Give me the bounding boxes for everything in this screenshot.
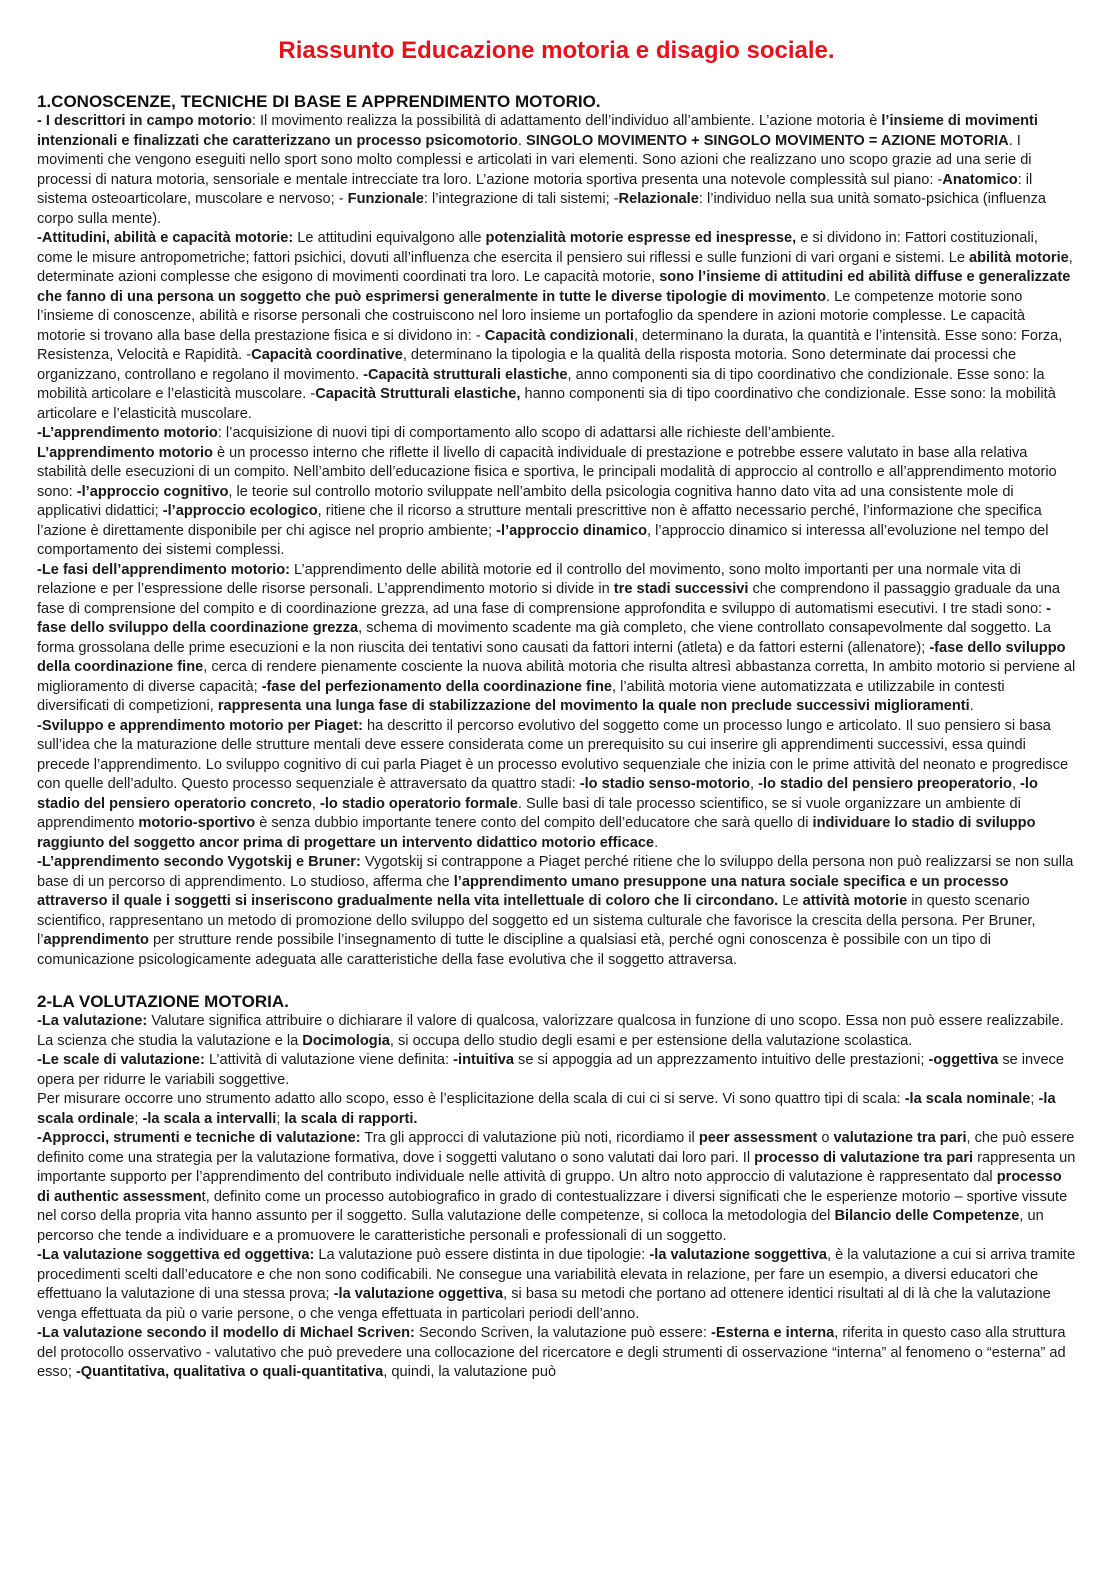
text-run: è un processo interno che riflette il livello di capacità individuale di prestazione e potrebbe essere valutato in base alla relativa stabilità delle esecuzioni di un compito. Nell’ambito dell’educazione fisica e sportiva, le principali modalità di approccio al controllo e all’apprendimento motorio sono:: [37, 444, 1057, 500]
text-run: . Le competenze motorie sono l’insieme di conoscenze, abilità e risorse personali che costruiscono nel loro insieme un portafoglio da spendere in azioni motorie complesse. Le capacità motorie si trovano alla base della prestazione fisica e si dividono in: -: [37, 288, 1026, 344]
text-run: , determinano la durata, la quantità e l’intensità. Esse sono: Forza, Resistenza, Velocità e Rapidità. -: [37, 327, 1063, 363]
text-run: è senza dubbio importante tenere conto del compito dell’educatore che sarà quello di: [255, 815, 813, 831]
text-run: Le: [778, 893, 803, 909]
text-run: ;: [276, 1110, 285, 1127]
text-run: : il sistema osteoarticolare, muscolare e nervoso; -: [37, 171, 1033, 207]
bold-text-run: attività motorie: [802, 893, 908, 909]
bold-text-run: apprendimento: [43, 932, 149, 948]
paragraph: [37, 1012, 1076, 1051]
bold-text-run: -Sviluppo e apprendimento motorio per Piaget:: [37, 717, 363, 734]
bold-text-run: -lo stadio del pensiero operatorio concreto: [37, 776, 1038, 812]
bold-text-run: Relazionale: [618, 191, 699, 207]
bold-text-run: -l’approccio cognitivo: [76, 483, 229, 500]
text-run: .: [517, 132, 526, 149]
bold-text-run: -Le scale di valutazione:: [37, 1052, 205, 1068]
paragraph: [37, 717, 1076, 854]
text-run: , che può essere definito come una strategia per la valutazione formativa, dove i soggetti valutano o sono valutati dai loro pari. Il: [37, 1130, 1075, 1166]
bold-text-run: individuare lo stadio di sviluppo raggiunto del soggetto ancor prima di progettare un intervento didattico motorio efficace: [37, 815, 1036, 851]
bold-text-run: -oggettiva: [928, 1052, 999, 1068]
bold-text-run: -lo stadio operatorio formale: [320, 795, 518, 812]
text-run: se si appoggia ad un apprezzamento intuitivo delle prestazioni;: [513, 1052, 929, 1068]
text-run: , si occupa dello studio degli esami e per estensione della valutazione scolastica.: [389, 1032, 913, 1049]
text-run: , l’abilità motoria viene automatizzata e utilizzabile in contesti diversificati di competizioni,: [37, 678, 1005, 714]
bold-text-run: -fase dello sviluppo della coordinazione fine: [37, 639, 1066, 675]
text-run: , anno componenti sia di tipo coordinativo che condizionale. Esse sono: la mobilità articolare e l’elasticità muscolare. -: [37, 366, 1045, 402]
document-body: [37, 92, 1076, 1383]
bold-text-run: -Quantitativa, qualitativa o quali-quantitativa: [75, 1364, 384, 1380]
text-run: . I movimenti che vengono eseguiti nello sport sono molto complessi e articolati in vari elementi. Sono azioni che realizzano uno scopo grazie ad una serie di processi di natura motoria, sensoriale e mentale intrecciate tra loro. L’azione motoria sportiva presenta una notevole complessità sul piano: -: [37, 132, 1032, 188]
bold-text-run: peer assessment: [698, 1130, 818, 1146]
bold-text-run: Capacità condizionali: [484, 327, 634, 344]
text-run: t, definito come un processo autobiografico in grado di contestualizzare i diversi significati che le esperienze motorio – sportive vissute nel corso della propria vita hanno assunto per il soggetto. Sulla valutazione delle competenze, si colloca la metodologia del: [37, 1188, 1068, 1224]
text-run: ;: [134, 1110, 143, 1127]
text-run: , quindi, la valutazione può: [383, 1364, 557, 1380]
bold-text-run: Anatomico: [942, 171, 1018, 188]
bold-text-run: -fase dello sviluppo della coordinazione grezza: [37, 600, 1052, 636]
bold-text-run: la scala di rapporti.: [284, 1110, 418, 1127]
text-run: , cerca di rendere pienamente cosciente la nuova abilità motoria che risulta altresì abbastanza corretta, In ambito motorio si perviene al miglioramento di diverse capacità;: [37, 659, 1076, 695]
bold-text-run: -L’apprendimento motorio: [37, 425, 218, 441]
text-run: .: [654, 834, 659, 851]
bold-text-run: SINGOLO MOVIMENTO + SINGOLO MOVIMENTO = AZIONE MOTORIA: [525, 132, 1009, 149]
text-run: e si dividono in: Fattori costituzionali, come le misure antropometriche; fattori psichici, dovuti all’influenza che esercita il pensiero sui riflessi e sulle funzioni di vari organi e sistemi. Le: [37, 230, 1038, 266]
text-run: Valutare significa attribuire o dichiarare il valore di qualcosa, valorizzare qualcosa in funzione di uno scopo. Essa non può essere realizzabile. La scienza che studia la valutazione e la: [37, 1013, 1064, 1049]
section-heading: 1.CONOSCENZE, TECNICHE DI BASE E APPRENDIMENTO MOTORIO.: [37, 92, 601, 111]
paragraph: [37, 444, 1076, 561]
text-run: , determinano la tipologia e la qualità della risposta motoria. Sono determinate dai processi che organizzano, controllano e regolano il movimento.: [37, 347, 1017, 383]
bold-text-run: -l’approccio dinamico: [496, 522, 647, 539]
bold-text-run: rappresenta una lunga fase di stabilizzazione del movimento la quale non preclude successivi miglioramenti: [217, 698, 970, 714]
text-run: ,: [311, 795, 321, 812]
bold-text-run: -fase del perfezionamento della coordinazione fine: [261, 678, 613, 695]
text-run: , determinate azioni complesse che esigono di movimenti coordinati tra loro. Le capacità motorie,: [37, 249, 1073, 285]
text-run: . Sulle basi di tale processo scientifico, se si vuole organizzare un ambiente di apprendimento: [37, 795, 1021, 831]
bold-text-run: - I descrittori in campo motorio: [37, 113, 252, 129]
bold-text-run: -Attitudini, abilità e capacità motorie:: [37, 230, 294, 246]
bold-text-run: -La valutazione:: [37, 1013, 148, 1029]
text-run: , riferita in questo caso alla struttura del protocollo osservativo - valutativo che può prevedere una collocazione del ricercatore e degli strumenti di osservazione “interna” al fenomeno o “esterna” ad esso;: [37, 1325, 1066, 1380]
bold-text-run: -la valutazione oggettiva: [333, 1286, 504, 1302]
text-run: Secondo Scriven, la valutazione può essere:: [414, 1325, 712, 1341]
bold-text-run: -L’apprendimento secondo Vygotskij e Bruner:: [37, 854, 361, 870]
bold-text-run: Capacità coordinative: [251, 347, 403, 363]
text-run: , ritiene che il ricorso a strutture mentali prescrittive non è affatto necessario perché, l’informazione che specifica l’azione è direttamente disponibile per chi agisce nel proprio ambiente;: [37, 503, 1042, 539]
paragraph: [37, 1324, 1076, 1383]
paragraph: [37, 1090, 1076, 1129]
text-run: in questo scenario scientifico, rappresentano un metodo di promozione dello sviluppo del soggetto ed un sistema culturale che favorisce la crescita della persona. Per Bruner, l’: [37, 893, 1036, 948]
bold-text-run: Docimologia: [302, 1032, 390, 1049]
text-run: , l’approccio dinamico si interessa all’evoluzione nel tempo del comportamento dei sistemi complessi.: [37, 522, 1049, 558]
bold-text-run: -La valutazione secondo il modello di Michael Scriven:: [37, 1325, 415, 1341]
paragraph: [37, 1246, 1076, 1324]
bold-text-run: valutazione tra pari: [833, 1130, 967, 1146]
bold-text-run: potenzialità motorie espresse ed inespresse,: [485, 230, 797, 246]
text-run: , le teorie sul controllo motorio sviluppate nell’ambito della psicologia cognitiva hanno dato vita ad una consistente mole di applicativi didattici;: [37, 483, 1014, 519]
text-run: : l’integrazione di tali sistemi; -: [423, 191, 619, 207]
text-run: per strutture rende possibile l’insegnamento di tutte le discipline a qualsiasi età, perché ogni conoscenza è possibile con un tipo di comunicazione psicologicamente adeguata alle caratteristiche della fase evolutiva che il soggetto attraversa.: [37, 932, 991, 968]
text-run: che comprendono il passaggio graduale da una fase di comprensione del compito e di coordinazione grezza, ad una fase di comprensione approfondita e sviluppo di automatismi esecutivi. I tre stadi sono:: [37, 581, 1061, 617]
bold-text-run: l’insieme di movimenti intenzionali e finalizzati che caratterizzano un processo psicomotorio: [37, 113, 1038, 149]
text-run: rappresenta un importante supporto per l’apprendimento del contributo individuale nelle attività di gruppo. Un altro noto approccio di valutazione è rappresentato dal: [37, 1149, 1076, 1185]
paragraph: [37, 112, 1076, 229]
text-run: , schema di movimento scadente ma già completo, che viene controllato consapevolmente dal soggetto. La forma grossolana delle prime esecuzioni e la non riuscita dei tentativi sono causati da fattori interni (atleta) e da fattori esterni (allenatore);: [37, 620, 1051, 656]
text-run: o: [817, 1130, 834, 1146]
paragraph: [37, 561, 1076, 717]
paragraph: [37, 853, 1076, 970]
text-run: L’apprendimento delle abilità motorie ed il controllo del movimento, sono molto importanti per una normale vita di relazione e per l’espressione delle risorse personali. L’apprendimento motorio si divide in: [37, 561, 1021, 597]
text-run: hanno componenti sia di tipo coordinativo che condizionale. Esse sono: la mobilità articolare e l’elasticità muscolare.: [37, 386, 1056, 422]
text-run: : l’individuo nella sua unità somato-psichica (influenza corpo sulla mente).: [37, 191, 1047, 227]
bold-text-run: -la valutazione soggettiva: [649, 1247, 828, 1263]
text-run: ,: [750, 776, 759, 792]
bold-text-run: -Approcci, strumenti e tecniche di valutazione:: [37, 1130, 361, 1146]
bold-text-run: sono l’insieme di attitudini ed abilità diffuse e generalizzate che fanno di una persona un soggetto che può esprimersi generalmente in tutte le diverse tipologie di movimento: [37, 269, 1071, 305]
bold-text-run: -Esterna e interna: [711, 1325, 835, 1341]
bold-text-run: -la scala nominale: [904, 1091, 1031, 1107]
text-run: : l’acquisizione di nuovi tipi di comportamento allo scopo di adattarsi alle richieste dell’ambiente.: [217, 425, 836, 441]
paragraph: [37, 424, 1076, 444]
text-run: Vygotskij si contrappone a Piaget perché ritiene che lo sviluppo della persona non può realizzarsi se non sulla base di un percorso di apprendimento. Lo studioso, afferma che: [37, 854, 1074, 890]
bold-text-run: -La valutazione soggettiva ed oggettiva:: [37, 1247, 315, 1263]
bold-text-run: -Capacità strutturali elastiche: [363, 366, 568, 383]
bold-text-run: abilità motorie: [969, 249, 1069, 266]
bold-text-run: Funzionale: [347, 191, 424, 207]
text-run: , è la valutazione a cui si arriva tramite procedimenti scelti dall’educatore e che non sono codificabili. Ne consegue una variabilità elevata in relazione, per fare un esempio, a diversi educatori che effettuano la valutazione di una stessa prova;: [37, 1247, 1076, 1302]
text-run: , un percorso che tende a individuare e a promuovere le caratteristiche personali e professionali di un soggetto.: [37, 1208, 1044, 1244]
bold-text-run: Bilancio delle Competenze: [834, 1208, 1020, 1224]
bold-text-run: -la scala a intervalli: [142, 1110, 277, 1127]
bold-text-run: l’apprendimento umano presuppone una natura sociale specifica e un processo attraverso il quale i soggetti si inseriscono gradualmente nella vita intellettuale di coloro che li circondano.: [37, 873, 1009, 909]
text-run: ha descritto il percorso evolutivo del soggetto come un processo lungo e articolato. Il suo pensiero si basa sull’idea che la maturazione delle strutture mentali deve essere considerata come un prerequisito su cui inserire gli apprendimenti successivi, essa quindi precede l’apprendimento. Lo sviluppo cognitivo di cui parla Piaget è un processo evolutivo sequenziale che inizia con le prime attività del neonato e progredisce con quelle dell’adulto. Questo processo sequenziale è attraversato da quattro stadi:: [37, 717, 1069, 792]
bold-text-run: Capacità Strutturali elastiche,: [315, 386, 521, 402]
text-run: , si basa su metodi che portano ad ottenere identici risultati al di là che la valutazione venga effettuata da più o varie persone, o che venga effettuata in particolari periodi dell’anno.: [37, 1286, 1051, 1322]
text-run: : Il movimento realizza la possibilità di adattamento dell’individuo all’ambiente. L’azione motoria è: [251, 113, 882, 129]
text-run: Tra gli approcci di valutazione più noti, ricordiamo il: [360, 1130, 699, 1146]
bold-text-run: motorio-sportivo: [138, 815, 256, 831]
text-run: L’attività di valutazione viene definita:: [204, 1052, 454, 1068]
text-run: .: [969, 698, 974, 714]
text-run: Per misurare occorre uno strumento adatto allo scopo, esso è l’esplicitazione della scala di cui ci si serve. Vi sono quattro tipi di scala:: [37, 1091, 905, 1107]
bold-text-run: -lo stadio senso-motorio: [579, 776, 751, 792]
paragraph: [37, 1129, 1076, 1246]
bold-text-run: -lo stadio del pensiero preoperatorio: [758, 776, 1012, 792]
bold-text-run: processo di valutazione tra pari: [754, 1149, 974, 1166]
document-title: Riassunto Educazione motoria e disagio sociale.: [278, 37, 835, 64]
bold-text-run: L’apprendimento motorio: [37, 444, 213, 461]
bold-text-run: tre stadi successivi: [613, 581, 749, 597]
bold-text-run: -la scala ordinale: [37, 1091, 1056, 1127]
bold-text-run: -intuitiva: [453, 1052, 514, 1068]
bold-text-run: -Le fasi dell’apprendimento motorio:: [37, 561, 290, 578]
paragraph: [37, 1051, 1076, 1090]
section-2: [37, 992, 1076, 1383]
section-heading: 2-LA VOLUTAZIONE MOTORIA.: [37, 992, 289, 1011]
bold-text-run: processo di authentic assessmen: [37, 1169, 1062, 1205]
bold-text-run: -l’approccio ecologico: [162, 503, 318, 519]
text-run: Le attitudini equivalgono alle: [293, 230, 486, 246]
text-run: se invece opera per ridurre le variabili soggettive.: [37, 1052, 1064, 1088]
text-run: ;: [1030, 1091, 1039, 1107]
paragraph: [37, 229, 1076, 424]
text-run: La valutazione può essere distinta in due tipologie:: [314, 1247, 650, 1263]
section-1: [37, 92, 1076, 970]
text-run: ,: [1011, 776, 1021, 792]
